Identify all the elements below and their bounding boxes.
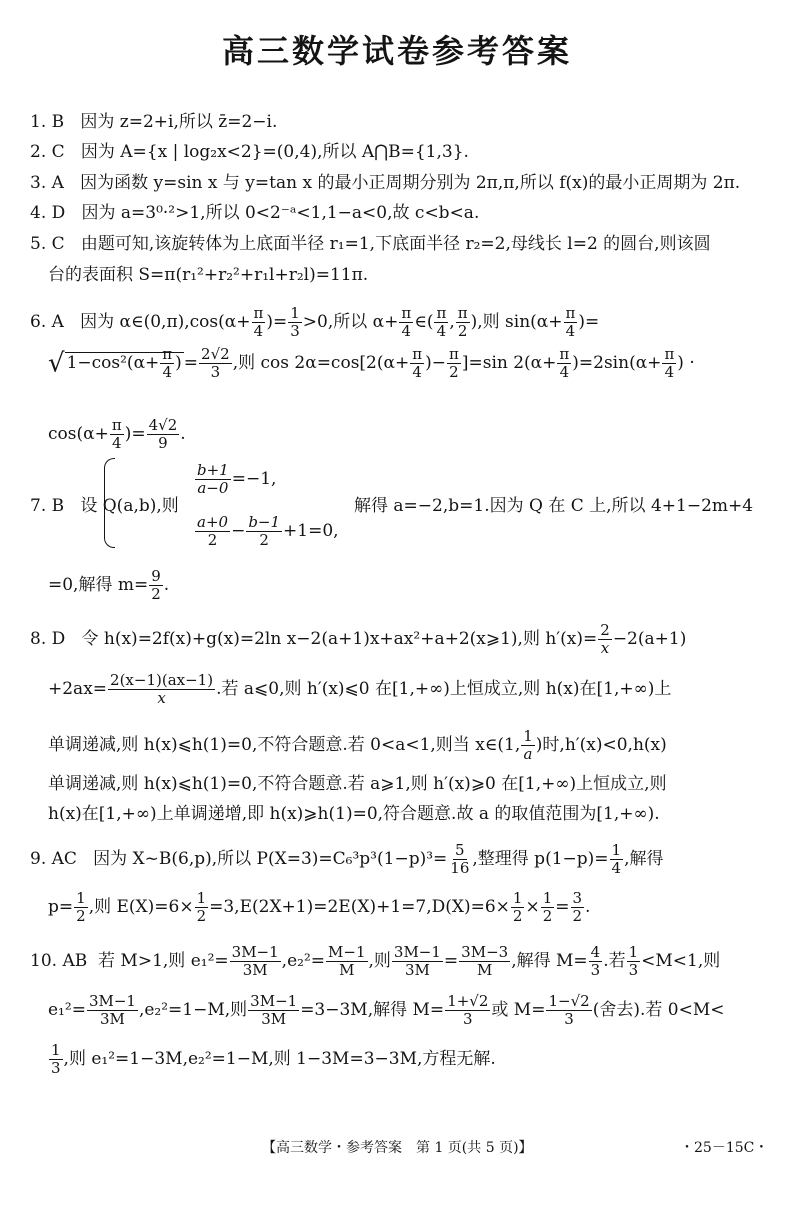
fraction [456,305,470,340]
text-run: )= [124,424,146,444]
numerator: 1+√2 [447,992,489,1010]
system-equation-1 [194,462,276,497]
answer-1-number: 1. B [30,112,65,132]
text-run: . [585,897,591,917]
numerator: 3M−1 [88,992,136,1010]
answer-5-line-1: 由题可知,该旋转体为上底面半径 r₁=1,下底面半径 r₂=2,母线长 l=2 的圆台,则该圆 [80,234,711,254]
numerator: 1 [611,841,622,859]
numerator: M−1 [328,943,366,961]
denominator: 2 [457,322,468,340]
denominator: 3M [242,961,268,979]
denominator: 9 [158,434,168,452]
denominator: 3M [404,961,430,979]
numerator: π [253,304,264,322]
denominator: 3 [590,961,601,979]
fraction [447,346,461,381]
answer-4-text: 因为 a=3⁰·²>1,所以 0<2⁻ᵃ<1,1−a<0,故 c<b<a. [81,203,480,223]
text-run: .若 a⩽0,则 h′(x)⩽0 在[1,+∞)上恒成立,则 h(x)在[1,+∞)上 [216,679,672,699]
denominator: a [523,745,533,763]
text-run: 1−cos²(α+ [66,353,160,373]
text-run: ,整理得 p(1−p)= [472,849,609,869]
answer-4-number: 4. D [30,203,66,223]
text-run: >0,所以 α+ [302,312,399,332]
fraction [541,890,555,925]
text-run: ,e₂²= [281,951,326,971]
answer-10-line-2 [48,993,724,1028]
denominator: 2 [449,363,459,381]
numerator: 3 [572,889,583,907]
numerator: 1 [51,1041,61,1059]
text-run: . [180,424,186,444]
text-run: 令 h(x)=2f(x)+g(x)=2ln x−2(a+1)x+ax²+a+2(x⩾1),则 h′(x)= [81,629,598,649]
answer-8-line-3 [48,728,667,763]
fraction [149,568,163,603]
fraction [87,993,138,1028]
denominator: 3 [564,1010,574,1028]
numerator: π [162,345,173,363]
numerator: π [448,345,459,363]
numerator: 1 [76,889,86,907]
text-run: =−1, [231,469,277,489]
fraction [610,842,624,877]
text-run: −2(a+1) [612,629,687,649]
answer-3-text: 因为函数 y=sin x 与 y=tan x 的最小正周期分别为 2π,π,所以 f(x)的最小正周期为 2π. [80,173,741,193]
denominator: 3 [290,322,300,340]
answer-8-number: 8. D [30,629,66,649]
numerator: π [401,304,412,322]
answer-7-line-2 [48,568,169,603]
fraction [399,305,413,340]
denominator: 2 [76,907,86,925]
numerator: 4√2 [148,416,178,434]
fraction [511,890,525,925]
system-brace [104,458,115,548]
answer-5-number: 5. C [30,234,65,254]
answer-3-number: 3. A [30,173,64,193]
text-run: 设 Q(a,b),则 [80,496,179,516]
radicand [65,345,184,381]
fraction [199,346,232,381]
fraction [521,728,535,763]
text-run: ,则 e₁²=1−3M,e₂²=1−M,则 1−3M=3−3M,方程无解. [63,1049,496,1069]
fraction [49,1042,63,1077]
answer-2 [30,140,469,164]
text-run: e₁²= [48,1000,86,1020]
answer-1-text: 因为 z=2+i,所以 z̄=2−i. [80,112,278,132]
denominator: 4 [559,363,570,381]
fraction [434,305,448,340]
text-run: 单调递减,则 h(x)⩽h(1)=0,不符合题意.若 0<a<1,则当 x∈(1, [48,735,521,755]
answer-2-number: 2. C [30,142,65,162]
text-run: +2ax= [48,679,108,699]
text-run: = [443,951,459,971]
numerator: a+0 [197,513,229,531]
denominator: 4 [436,322,447,340]
numerator: π [111,416,122,434]
answer-5 [30,232,711,256]
numerator: b+1 [197,461,229,479]
text-run: .若 [603,951,626,971]
text-run: )= [578,312,600,332]
numerator: π [664,345,675,363]
denominator: 3 [463,1010,473,1028]
text-run: − [231,521,246,541]
system-equation-2 [194,514,339,549]
text-run: )= [266,312,288,332]
text-run: ,则 E(X)=6× [88,897,194,917]
text-run: =3−3M,解得 M= [300,1000,445,1020]
fraction [392,944,443,979]
numerator: 1 [290,304,300,322]
fraction [195,462,231,497]
text-run: = [555,897,570,917]
numerator: 1 [542,889,553,907]
numerator: π [565,304,576,322]
fraction [589,944,603,979]
fraction [571,890,585,925]
fraction [248,993,299,1028]
denominator: x [600,639,610,657]
denominator: 4 [401,322,412,340]
denominator: M [477,961,493,979]
text-run: ,解得 M= [511,951,588,971]
denominator: M [339,961,355,979]
denominator: 4 [162,363,172,381]
fraction [195,890,209,925]
numerator: 1 [512,889,523,907]
fraction [160,346,174,381]
fraction [110,417,124,452]
fraction [662,346,676,381]
answer-2-text: 因为 A={x | log₂x<2}=(0,4),所以 A⋂B={1,3}. [80,142,469,162]
answer-6-line-3 [48,417,186,452]
answer-7-number: 7. B [30,496,65,516]
denominator: 2 [259,531,269,549]
fraction [627,944,641,979]
answer-6-line-1 [30,305,599,340]
text-run: ]=sin 2(α+ [461,353,557,373]
numerator: 4 [590,943,601,961]
fraction [598,622,612,657]
text-run: ) · [677,353,695,373]
answer-7-line-1: 解得 a=−2,b=1.因为 Q 在 C 上,所以 4+1−2m+4 [354,496,754,516]
answer-9-number: 9. AC [30,849,77,869]
text-run: )=2sin(α+ [572,353,662,373]
fraction [557,346,571,381]
denominator: 2 [151,585,161,603]
answer-9-line-1 [30,842,663,877]
denominator: 2 [542,907,553,925]
fraction [410,346,424,381]
denominator: 3 [210,363,221,381]
answer-6-line-2 [48,346,695,381]
numerator: 3M−1 [393,943,441,961]
answer-8-line-4: 单调递减,则 h(x)⩽h(1)=0,不符合题意.若 a⩾1,则 h′(x)⩾0 在[1,+∞)上恒成立,则 [48,774,667,794]
text-run: = [183,353,199,373]
numerator: π [412,345,423,363]
answer-1 [30,110,277,134]
document-code: ・25－15C・ [680,1140,769,1156]
fraction [564,305,578,340]
answer-8-line-1 [30,622,686,657]
text-run: =0,解得 m= [48,575,149,595]
denominator: 2 [572,907,583,925]
denominator: 3M [261,1010,287,1028]
radical-sign: √ [48,348,65,379]
text-run: × [525,897,540,917]
answer-4 [30,201,479,225]
numerator: 3M−1 [231,943,279,961]
numerator: 5 [455,841,465,859]
denominator: 4 [253,322,264,340]
denominator: 2 [196,907,207,925]
fraction [459,944,510,979]
denominator: x [157,689,166,707]
fraction [246,514,282,549]
fraction [448,842,471,877]
answer-10-number: 10. AB [30,951,88,971]
text-run: <M<1,则 [641,951,721,971]
text-run: ,则 [368,951,391,971]
denominator: a−0 [197,479,229,497]
denominator: 3 [51,1059,61,1077]
fraction [326,944,367,979]
fraction [195,514,230,549]
denominator: 4 [611,859,622,877]
text-run: p= [48,897,74,917]
numerator: π [436,304,447,322]
numerator: b−1 [248,513,281,531]
numerator: 2√2 [201,345,230,363]
text-run: )时,h′(x)<0,h(x) [535,735,667,755]
text-run: ,解得 [624,849,664,869]
text-run: )− [425,353,446,373]
text-run: +1=0, [283,521,339,541]
answer-8-line-5: h(x)在[1,+∞)上单调递增,即 h(x)⩾h(1)=0,符合题意.故 a 的取值范围为[1,+∞). [48,804,660,824]
text-run: 因为 X~B(6,p),所以 P(X=3)=C₆³p³(1−p)³= [93,849,448,869]
fraction [147,417,180,452]
numerator: 1 [523,727,533,745]
numerator: π [457,304,468,322]
denominator: 2 [207,531,218,549]
denominator: 3M [99,1010,125,1028]
denominator: 4 [112,434,122,452]
denominator: 4 [664,363,675,381]
denominator: 4 [412,363,422,381]
answer-3 [30,171,740,195]
text-run: ,e₂²=1−M,则 [138,1000,248,1020]
denominator: 3 [628,961,639,979]
text-run: ∈( [414,312,434,332]
numerator: 3M−1 [250,992,298,1010]
page-footer: 【高三数学・参考答案 第 1 页(共 5 页)】 [262,1140,533,1156]
fraction [108,672,215,707]
text-run: =3,E(2X+1)=2E(X)+1=7,D(X)=6× [209,897,510,917]
text-run: ) [175,353,182,373]
denominator: 2 [512,907,523,925]
denominator: 16 [450,859,470,877]
text-run: 因为 α∈(0,π),cos(α+ [80,312,251,332]
answer-8-line-2 [48,672,671,707]
answer-10-line-1 [30,944,720,979]
numerator: 2(x−1)(ax−1) [110,671,214,689]
numerator: π [559,345,570,363]
page-title: 高三数学试卷参考答案 [221,32,572,70]
text-run: . [163,575,170,595]
answer-9-line-2 [48,890,590,925]
text-run: ,则 cos 2α=cos[2(α+ [232,353,410,373]
fraction [445,993,490,1028]
text-run: 或 M= [491,1000,546,1020]
text-run: cos(α+ [48,424,109,444]
fraction [252,305,266,340]
numerator: 9 [151,567,161,585]
fraction [288,305,302,340]
numerator: 2 [600,621,610,639]
answer-10-line-3 [48,1042,496,1077]
text-run: ),则 sin(α+ [470,312,563,332]
text-run: 若 M>1,则 e₁²= [98,951,229,971]
text-run: , [449,312,455,332]
answer-5-line-2: 台的表面积 S=π(r₁²+r₂²+r₁l+r₂l)=11π. [48,265,369,285]
denominator: 4 [565,322,576,340]
fraction [546,993,591,1028]
numerator: 1 [196,889,207,907]
fraction [74,890,88,925]
fraction [230,944,281,979]
answer-6-number: 6. A [30,312,64,332]
text-run: (舍去).若 0<M< [592,1000,725,1020]
numerator: 1−√2 [548,992,590,1010]
numerator: 3M−3 [461,943,509,961]
numerator: 1 [628,943,639,961]
